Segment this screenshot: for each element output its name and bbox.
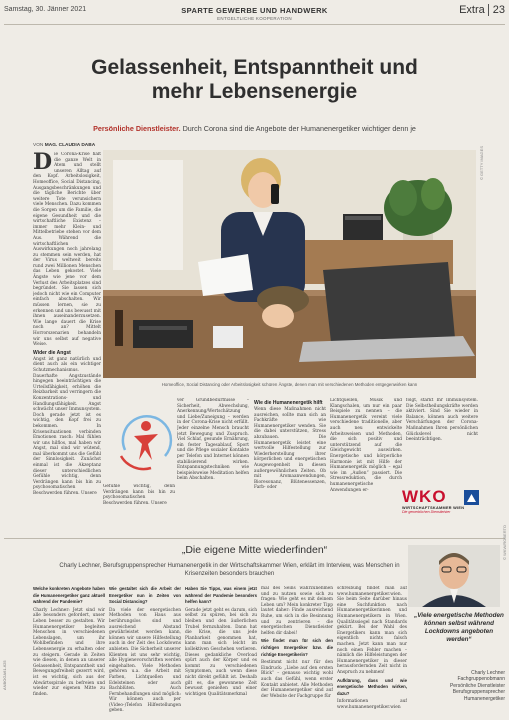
article-column-4 — [330, 398, 402, 542]
headline-line-2: mehr Lebensenergie — [151, 80, 358, 103]
wko-logo — [402, 488, 502, 522]
issue-date: Samstag, 30. Jänner 2021 — [4, 6, 87, 13]
col1-paragraph-2: Angst ist ganz natürlich und dient auch als ein wichtiger Schutzmechanismus. Dauerhafte Angstzustände hingegen beeinträchtigen die Urteilsfähigkeit, erhöhen die Reizbarkeit und verringern die Konzentrations- und Handlungsfähigkeit. Angst schwächt unser Immunsystem. Doch gerade jetzt ist es wichtig, den Kopf frei zu bekommen. In Krisensituationen verbinden Emotionen rasch: Mal fühlen wir uns hilflos, mal haben wir Angst, mal sind wir wütend, mal überkommt uns die Gefühl der Sinnlosigkeit. Zunächst einmal ist die Akzeptanz dieser unterschiedlichen Gefühle wichtig, denn Verdrängen kann bis hin zu psychosomatischen Beschwerden führen. Unsere — [33, 356, 101, 497]
section-subtitle: ENTGELTLICHE KOOPERATION — [217, 16, 292, 21]
deck-text: Durch Corona sind die Angebote der Humanenergetiker wichtiger denn je — [182, 124, 416, 133]
interview-answer-5: schreibung findet man auf www.humanenergetiker.wien. Sie beim Seite darüber hinaus eine Suchfunktion nach Humanenergetikerinnen und Humanenergetikern in Wien. Qualitätssiegel nach Standards gekürt. Bei der Wahl des Energetikers kann man sich eigentlich nichts falsch machen. Jetzt kann man nur noch einen Fehler machen – nämlich die Hilfeleistungen der Humanenergetiker in dieser herausfordernden Zeit nicht in Anspruch zu nehmen! — [337, 586, 407, 675]
article-column-5 — [406, 398, 478, 484]
subheading-humanenergetik: Wie die Humanenergetik hilft — [254, 400, 323, 406]
col4-paragraph: Lichtquellen, Musik und Klangschalen, um nur ein paar Beispiele zu nennen – die Humanenergetik vereint viele verschiedene traditionelle, aber auch neu entwickelte Arbeitsweisen und Methoden, die sich positiv und unterstützend auf die Gleichgewicht auswirken. Energetische und körperliche Harmonie ist mit Hilfe der Humanenergetik möglich – egal wie im „Außen“ passiert. Die Stressreduktion, die durch humanenergetische Anwendungen er- — [330, 398, 402, 493]
page-num-value: 23 — [488, 4, 505, 16]
person-name: Charly Lechner — [471, 670, 505, 676]
person-role-3: Berufsgruppensprecher — [452, 689, 505, 696]
section-divider — [4, 538, 505, 539]
interview-answer-5b: Informationen auf www.humanenergetiker.wien — [337, 699, 407, 710]
col2-paragraph: ver Grundbedürfnisse – Sicherheit, Abwechslung, Anerkennung/Wertschätzung und Liebe/Zuneigung – werden in der Corona-Krise nicht erfüllt. Jeder einzelne Mensch braucht jetzt Bewegung und Zuspruch. Viel Schlaf, gesunde Ernährung, ein fester Tagesablauf, Sport und die Pflege sozialer Kontakte per Telefon und Internet können stabilisierend wirken. Entspannungstechniken wie beispielsweise Meditation helfen beim Abschalten. — [177, 398, 249, 482]
deck-lead: Persönliche Dienstleister. — [93, 124, 181, 133]
col5-paragraph: folgt, stärkt Ihr Immunsystem. Die Selbstheilungskräfte werden aktiviert. Sind Sie wieder in Balance, können auch weitere Verschärfungen der Corona-Maßnahmen Ihren persönlichen Glückslevel nicht beeinträchtigen. — [406, 398, 478, 443]
article-column-3 — [254, 398, 326, 542]
wko-line-1: WIRTSCHAFTSKAMMER WIEN — [402, 506, 465, 510]
energy-figure-icon — [115, 410, 177, 472]
ad-code: ANBOGA61-625 — [2, 660, 7, 690]
col1-paragraph-1: ie Corona-Krise hält die ganze Welt in Atem und stellt unseren Alltag auf den Kopf. Arbeitslosigkeit, Homeoffice, Social Distancing, Ausgangsbeschränkungen und die tägliche Berichte über weitere Tote verunsichern viele Menschen. Dazu kommen die Sorgen um die Familie, die eigene Gesundheit und die wirtschaftliche Existenz – immer mehr Klein- und Mittelbetriebe stehen vor dem Aus. Während die wirtschaftlichen Auswirkungen noch jahrelang zu stemmen sein werden, hat der Virus weltweit bereits rund zwei Millionen Menschen das Leben gekostet. Viele Ängste wie jene vor dem Verlust des Arbeitsplatzes sind begründet. Sie lassen sich jedoch nicht wie ein Computer einfach abschalten. Wir müssen lernen, sie zu erkennen und uns bewusst mit ihnen auseinanderzusetzen. Wie lange dauert die Krise noch an? Mittelt Horrorszenarien behandeln wir uns selbst auf negative Weise. — [33, 152, 101, 348]
interview-answer-2: Da viele der energetischen Methoden von Haus aus berührungslos sind und ausreichend Abstand gewährleistet werden kann, können wir unsere Hilfestellung auch in der Zeit des Lockdowns anbieten. Die Sicherheit unserer Klienten ist uns sehr wichtig, alle Hygienevorschriften werden eingehalten. Viele Methoden gehören u.a. die Arbeit mit Farben, Lichtquellen und Edelsteinen oder auch Bachblüten. Auch Fernbehandlungen sind möglich: Wir können auch per (Video-)Telefon Hilfestellungen geben. — [109, 607, 181, 714]
col2-partial: Gefühle wichtig, denn Verdrängen kann bis hin zu psychosomatischen Beschwerden führen. Unsere — [103, 484, 175, 506]
interview-column-4 — [261, 586, 333, 716]
wko-flag-icon — [464, 490, 479, 504]
wko-letters: WKO — [402, 487, 447, 506]
interview-question-2: Wie gestaltet sich die Arbeit der Energetiker nun in Zeiten von Social Distancing? — [109, 586, 181, 605]
interview-answer-4: mal des Seins wahrzunehmen und zu nutzen sowie sich zu fragen: Wie geht es mit deinem Leben um? Mein konkreter Tipp lautet daher: Finde ausreichend Ruhe, um sich in die Besinnung und zu zentrieren – die energetischen Dienstleister helfen dir dabei! — [261, 586, 333, 636]
interview-answer-1: Charly Lechner: Jetzt sind wir alle besonders gefordert, unser Leben besser zu gestalten. Wir Humanenergetiker begleiten Menschen in verschiedenen Lebenslagen, um ihr Wohlbefinden und ihre Lebensenergie zu erhalten oder zu steigern. Gerade in Zeiten wie diesen, in denen an unserer Gelassenheit, Entspanntheit und Bewegungsfreiheit gezerrt wird, ist es wichtig, sich aus der Abwärtsspirale zu befreien und wieder zur eigenen Mitte zu finden. — [33, 607, 105, 697]
article-headline — [0, 56, 509, 104]
subheading-angst: Wider die Angst — [33, 349, 71, 356]
article-column-2 — [177, 398, 249, 542]
portrait-credit: © WKW/ROBERTO — [502, 524, 507, 560]
photo-illustration — [103, 150, 476, 378]
col3-paragraph: Wenn diese Maßnahmen nicht ausreichen, sollte man sich an Fachkräfte wie Humanenergetiker wenden. Sie die dabei unterstützen, Stress abzubauen. Die Humanenergetik leistet eine wertvolle Hilfestellung zur Wiederherstellung ihrer körperlichen und energetischen Ausgewogenheit in diesen außergewöhnlichen Zeiten. Ob mit Aromaanwendungen, Bioresonanz, Blütenessenzen, Farb- oder — [254, 407, 326, 491]
interview-answer-3: Gerade jetzt geht es darum, sich selbst zu spüren, bei sich zu bleiben und den äußerlichen Trubel fernzuhalten. Dann hat die Krise, die uns jede Planbarkeit genommen hat, kann man sich leicht im kollektiven Geschehen verlieren. Dieses gedankliche Overload spürt auch der Körper und es kommt zu verschiedenen Symptomen, auch wenn diese nicht direkt gefühlt ist. Deshalb gilt es, die gewonnene Zeit bewusst genießen und einer wichtigen Qualitätsmerkmal — [185, 607, 257, 697]
person-role-1: Fachgruppenobmann — [457, 676, 505, 683]
interview-answer-4b: Bestimmt nicht nur für den Eindruck: „Liebe auf den ersten Blick“ – genauso wichtig wohl auch das Gefühl, wenn erster Kontakt anbietet. Alle Methoden der Humanenergetiker sind auf der Website der Fachgruppe für — [261, 660, 333, 699]
pull-quote: „Viele energetische Methoden können selbst während Lockdowns angeboten werden“ — [414, 612, 504, 643]
article-deck — [0, 124, 509, 133]
extra-label: Extra — [459, 4, 485, 16]
interview-column-1 — [33, 586, 105, 716]
photo-credit: © GETTY IMAGES — [479, 146, 484, 180]
drop-cap: D — [33, 152, 53, 175]
page-number — [459, 4, 505, 16]
interview-headline: „Die eigene Mitte wiederfinden“ — [181, 544, 328, 556]
quote-attribution — [413, 670, 505, 702]
interview-column-2 — [109, 586, 181, 716]
wko-line-2: Die gewerblichen Dienstleister — [402, 510, 451, 514]
interview-question-1: Welche konkreten Angebote haben die Humanenergetiker ganz aktuell während der Pandemie? — [33, 586, 105, 605]
interview-intro: Charly Lechner, Berufsgruppensprecher Humanenergetik in der Wirtschaftskammer Wien, erklärt im Interview, was Menschen in Krisenzeiten besonders brauchen — [59, 563, 400, 577]
article-photo — [103, 150, 476, 378]
interview-question-3: Haben Sie Tipps, was einem jetzt während der Pandemie besonders helfen kann? — [185, 586, 257, 605]
photo-caption: Homeoffice, Social Distancing oder Arbeitslosigkeit schüren Ängste, denen man mit verschiedenen Methoden entgegenwirken kann — [161, 382, 418, 387]
page-header — [4, 4, 505, 25]
byline-author: MAG. CLAUDIA DABA — [44, 143, 96, 148]
person-role-2: Persönliche Dienstleister — [449, 682, 505, 689]
interview-question-4: Wie findet man für sich den richtigen Energetiker bzw. die richtige Energetikerin? — [261, 638, 333, 657]
interview-column-3 — [185, 586, 257, 716]
interview-column-5 — [337, 586, 407, 716]
byline-prefix: VON — [33, 143, 44, 148]
section-title: SPARTE GEWERBE UND HANDWERK — [181, 6, 328, 15]
byline — [33, 143, 95, 148]
interview-question-5: Aufklärung, dass und wie energetische Methoden wirken, dazu? — [337, 677, 407, 696]
article-column-2a — [103, 484, 175, 542]
article-column-1 — [33, 152, 101, 542]
portrait-photo — [408, 545, 500, 607]
person-role-4: Humanenergetiker — [463, 695, 505, 702]
headline-line-1: Gelassenheit, Entspanntheit und — [91, 56, 418, 79]
